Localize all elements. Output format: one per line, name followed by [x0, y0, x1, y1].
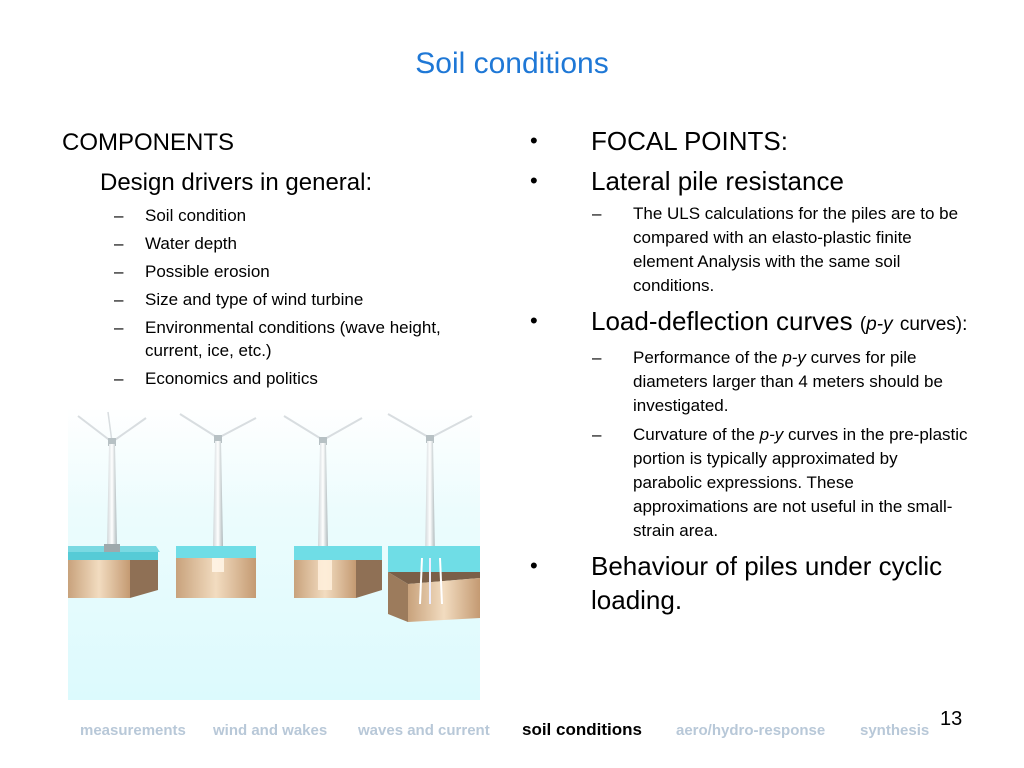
section-navigation — [0, 708, 1024, 738]
list-item: – Water depth — [62, 232, 502, 255]
nav-measurements[interactable]: measurements — [80, 722, 186, 739]
lateral-resistance-item: • Lateral pile resistance — [530, 166, 844, 196]
load-deflection-item: • Load-deflection curves (p-y curves): — [530, 306, 968, 336]
list-item: – Economics and politics — [62, 367, 502, 390]
list-item: – Performance of the p-y curves for pile diameters larger than 4 meters should be investigated. — [528, 346, 968, 418]
cyclic-loading-item: • Behaviour of piles under cyclic loading. — [530, 551, 943, 615]
load-deflection-sublist — [528, 346, 968, 543]
monopile-icon — [212, 558, 224, 572]
lateral-sublist — [528, 202, 968, 298]
design-drivers-list — [62, 204, 502, 390]
list-item: – Curvature of the p-y curves in the pre-plastic portion is typically approximated by parabolic expressions. These approximations are not useful in the small-strain area. — [528, 423, 968, 543]
monopile-icon — [318, 560, 332, 590]
soil-block-icon — [294, 546, 382, 598]
list-item: – Possible erosion — [62, 260, 502, 283]
list-item: – Soil condition — [62, 204, 502, 227]
list-item: – Environmental conditions (wave height, current, ice, etc.) — [62, 316, 502, 362]
bullet-icon: • — [530, 553, 538, 578]
slide-title: Soil conditions — [415, 47, 609, 80]
list-item: – The ULS calculations for the piles are to be compared with an elasto-plastic finite element Analysis with the same soil conditions. — [528, 202, 968, 298]
soil-block-icon — [176, 546, 256, 598]
components-column — [62, 128, 502, 395]
offshore-foundations-illustration — [68, 408, 480, 700]
nav-wind-and-wakes[interactable]: wind and wakes — [213, 722, 328, 739]
nav-soil-conditions[interactable]: soil conditions — [522, 720, 642, 739]
nav-synthesis[interactable]: synthesis — [860, 722, 930, 739]
list-item: – Size and type of wind turbine — [62, 288, 502, 311]
design-drivers-heading: Design drivers in general: — [100, 169, 373, 196]
nav-waves-and-current[interactable]: waves and current — [358, 722, 490, 739]
soil-block-icon — [388, 546, 480, 622]
soil-block-icon — [68, 544, 160, 598]
components-heading: COMPONENTS — [62, 129, 235, 156]
bullet-icon: • — [530, 128, 538, 153]
focal-points-heading: • FOCAL POINTS: — [530, 126, 788, 156]
nav-aero-hydro-response[interactable]: aero/hydro-response — [676, 722, 826, 739]
focal-points-column — [528, 124, 968, 617]
bullet-icon: • — [530, 168, 538, 193]
page-number: 13 — [940, 708, 963, 730]
bullet-icon: • — [530, 308, 538, 333]
